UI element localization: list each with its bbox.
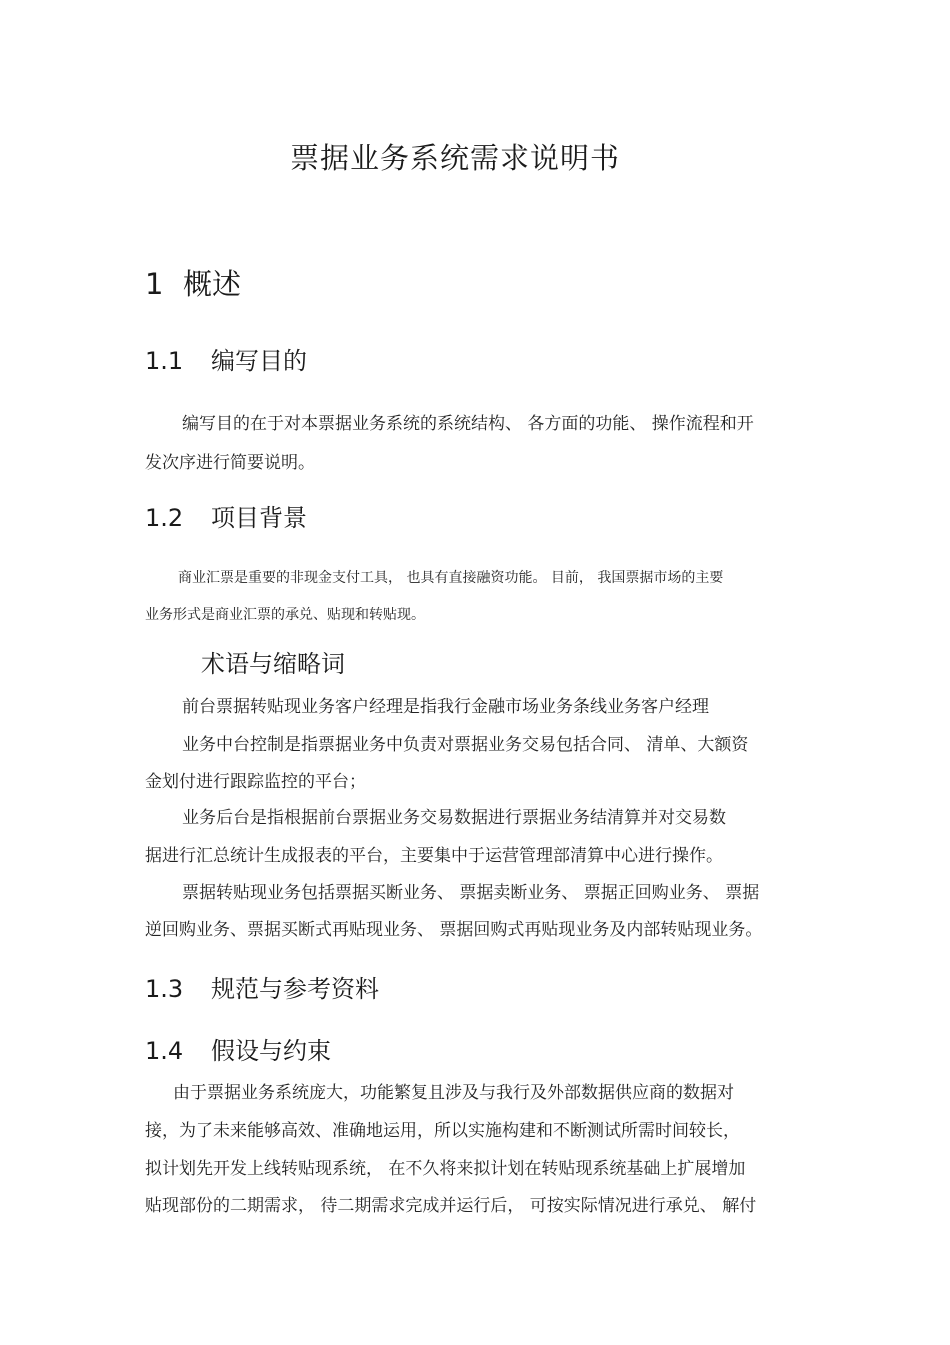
- section-number: 1.1: [145, 347, 184, 375]
- section-title: 假设与约束: [211, 1037, 331, 1065]
- paragraph-line: 业务形式是商业汇票的承兑、贴现和转贴现。: [145, 607, 425, 623]
- section-number: 1.4: [145, 1037, 184, 1065]
- section-title: 规范与参考资料: [211, 975, 379, 1003]
- paragraph-line: 发次序进行简要说明。: [145, 453, 315, 473]
- paragraph-line: 拟计划先开发上线转贴现系统， 在不久将来拟计划在转贴现系统基础上扩展增加: [145, 1159, 746, 1179]
- paragraph-line: 票据转贴现业务包括票据买断业务、 票据卖断业务、 票据正回购业务、 票据: [182, 883, 760, 903]
- paragraph-line: 前台票据转贴现业务客户经理是指我行金融市场业务条线业务客户经理: [182, 697, 709, 717]
- section-1-4-heading: [145, 1031, 331, 1066]
- section-1-heading: [145, 262, 241, 303]
- document-title: 票据业务系统需求说明书: [289, 141, 620, 175]
- paragraph-line: 金划付进行跟踪监控的平台；: [145, 772, 366, 792]
- paragraph-line: 由于票据业务系统庞大，功能繁复且涉及与我行及外部数据供应商的数据对: [173, 1083, 734, 1103]
- paragraph-line: 逆回购业务、票据买断式再贴现业务、 票据回购式再贴现业务及内部转贴现业务。: [145, 920, 763, 940]
- section-1-1-heading: [145, 341, 307, 376]
- section-number: 1.3: [145, 975, 184, 1003]
- paragraph-line: 据进行汇总统计生成报表的平台，主要集中于运营管理部清算中心进行操作。: [145, 846, 723, 866]
- section-1-3-heading: [145, 969, 379, 1004]
- section-1-2-heading: [145, 498, 307, 533]
- section-number: 1.2: [145, 504, 184, 532]
- section-number: 1: [145, 267, 164, 301]
- terms-heading: 术语与缩略词: [201, 650, 345, 678]
- paragraph-line: 业务中台控制是指票据业务中负责对票据业务交易包括合同、 清单、大额资: [182, 735, 749, 755]
- paragraph-line: 贴现部份的二期需求， 待二期需求完成并运行后， 可按实际情况进行承兑、 解付: [145, 1196, 757, 1216]
- section-title: 概述: [183, 267, 242, 301]
- section-title: 项目背景: [211, 504, 307, 532]
- section-title: 编写目的: [211, 347, 307, 375]
- paragraph-line: 商业汇票是重要的非现金支付工具， 也具有直接融资功能。 目前， 我国票据市场的主要: [178, 570, 724, 586]
- paragraph-line: 编写目的在于对本票据业务系统的系统结构、 各方面的功能、 操作流程和开: [182, 414, 754, 434]
- paragraph-line: 业务后台是指根据前台票据业务交易数据进行票据业务结清算并对交易数: [182, 808, 726, 828]
- paragraph-line: 接，为了未来能够高效、准确地运用，所以实施构建和不断测试所需时间较长，: [145, 1121, 740, 1141]
